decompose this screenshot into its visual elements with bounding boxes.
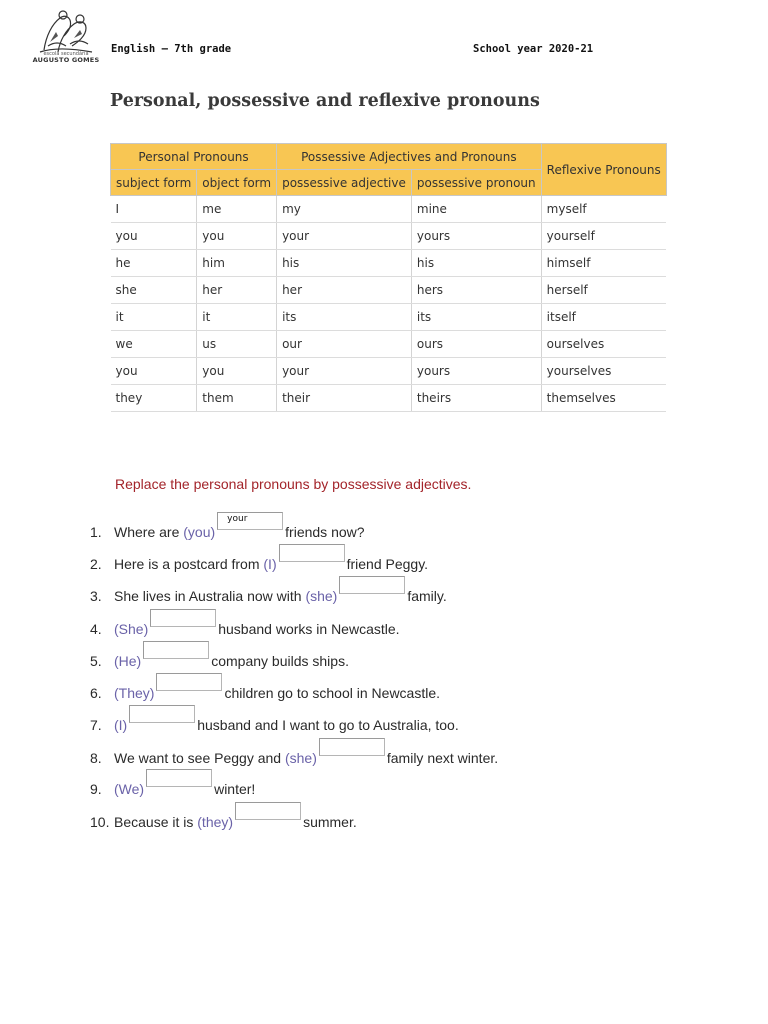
header-reflexive-pronouns: Reflexive Pronouns (541, 144, 666, 196)
exercise-text-before: We want to see Peggy and (114, 750, 282, 766)
exercise-text-after: children go to school in Newcastle. (224, 685, 441, 701)
exercise-text-before: Here is a postcard from (114, 556, 260, 572)
header-object-form: object form (197, 170, 277, 196)
table-cell: him (197, 250, 277, 277)
exercise-number: 4. (90, 621, 102, 637)
logo-caption (30, 52, 102, 64)
exercise-item-3 (90, 583, 447, 603)
table-cell: ours (411, 331, 541, 358)
table-row (111, 331, 667, 358)
exercise-number: 6. (90, 685, 102, 701)
exercise-pronoun: (She) (114, 621, 149, 637)
table-cell: we (111, 331, 197, 358)
exercise-text-after: summer. (303, 814, 357, 830)
page-title: Personal, possessive and reflexive pronouns (110, 91, 540, 111)
table-cell: myself (541, 196, 666, 223)
exercise-pronoun: (He) (114, 653, 142, 669)
answer-field[interactable] (339, 576, 405, 594)
table-cell: its (411, 304, 541, 331)
exercise-item-6 (90, 680, 440, 700)
course-label: English – 7th grade (111, 43, 232, 55)
answer-field[interactable] (146, 769, 212, 787)
answer-text: your (227, 514, 248, 524)
exercise-text-before: Where are (114, 524, 180, 540)
table-cell: his (411, 250, 541, 277)
exercise-number: 3. (90, 588, 102, 604)
exercise-number: 2. (90, 556, 102, 572)
exercise-number: 9. (90, 781, 102, 797)
exercise-text-after: winter! (214, 781, 256, 797)
answer-field[interactable] (235, 802, 301, 820)
table-cell: me (197, 196, 277, 223)
exercise-pronoun: (I) (263, 556, 277, 572)
table-cell: yourselves (541, 358, 666, 385)
table-cell: you (111, 358, 197, 385)
table-cell: herself (541, 277, 666, 304)
exercise-number: 7. (90, 717, 102, 733)
table-cell: our (277, 331, 412, 358)
exercise-pronoun: (We) (114, 781, 145, 797)
exercise-item-2 (90, 551, 428, 571)
exercise-text-before: Because it is (114, 814, 194, 830)
table-cell: I (111, 196, 197, 223)
logo-school-name: AUGUSTO GOMES (32, 56, 100, 64)
answer-field[interactable] (150, 609, 216, 627)
table-cell: yours (411, 358, 541, 385)
answer-field[interactable] (217, 512, 283, 530)
exercise-item-8 (90, 745, 498, 765)
exercise-text-after: friend Peggy. (346, 556, 429, 572)
table-cell: your (277, 223, 412, 250)
table-row (111, 223, 667, 250)
table-row (111, 250, 667, 277)
table-cell: his (277, 250, 412, 277)
table-row (111, 358, 667, 385)
exercise-text-after: family next winter. (386, 750, 499, 766)
table-cell: my (277, 196, 412, 223)
exercise-item-7 (90, 712, 459, 732)
table-cell: itself (541, 304, 666, 331)
header-personal-pronouns: Personal Pronouns (111, 144, 277, 170)
table-cell: theirs (411, 385, 541, 412)
exercise-item-1 (90, 514, 365, 540)
table-cell: they (111, 385, 197, 412)
pronoun-table (110, 143, 667, 412)
table-cell: yours (411, 223, 541, 250)
school-year-label: School year 2020-21 (473, 43, 594, 55)
table-cell: mine (411, 196, 541, 223)
exercise-item-4 (90, 616, 400, 636)
table-cell: themselves (541, 385, 666, 412)
exercise-pronoun: (They) (114, 685, 155, 701)
table-cell: himself (541, 250, 666, 277)
exercise-number: 10. (90, 814, 110, 830)
answer-field[interactable] (129, 705, 195, 723)
exercise-text-after: husband works in Newcastle. (218, 621, 400, 637)
exercise-text-after: friends now? (285, 524, 365, 540)
exercise-item-9 (90, 776, 255, 796)
table-row (111, 277, 667, 304)
exercise-instruction: Replace the personal pronouns by possessive adjectives. (115, 476, 472, 492)
exercise-pronoun: (she) (305, 588, 338, 604)
table-cell: you (197, 223, 277, 250)
table-cell: your (277, 358, 412, 385)
table-cell: you (197, 358, 277, 385)
answer-field[interactable] (279, 544, 345, 562)
exercise-item-10 (90, 809, 357, 829)
exercise-text-after: company builds ships. (211, 653, 349, 669)
table-cell: her (277, 277, 412, 304)
answer-field[interactable] (319, 738, 385, 756)
table-cell: you (111, 223, 197, 250)
exercise-item-5 (90, 648, 349, 668)
table-cell: he (111, 250, 197, 277)
exercise-number: 1. (90, 524, 102, 540)
exercise-pronoun: (she) (284, 750, 317, 766)
header-possessive: Possessive Adjectives and Pronouns (277, 144, 542, 170)
logo-small-text: escola secundária (43, 51, 89, 57)
table-cell: she (111, 277, 197, 304)
table-cell: her (197, 277, 277, 304)
table-cell: it (197, 304, 277, 331)
exercise-pronoun: (they) (197, 814, 234, 830)
header-possessive-adjective: possessive adjective (277, 170, 412, 196)
answer-field[interactable] (143, 641, 209, 659)
table-cell: ourselves (541, 331, 666, 358)
exercise-text-after: husband and I want to go to Australia, too. (197, 717, 459, 733)
table-cell: yourself (541, 223, 666, 250)
table-cell: them (197, 385, 277, 412)
table-row (111, 304, 667, 331)
table-cell: their (277, 385, 412, 412)
exercise-pronoun: (I) (114, 717, 128, 733)
table-row (111, 196, 667, 223)
table-cell: us (197, 331, 277, 358)
exercise-number: 8. (90, 750, 102, 766)
table-cell: it (111, 304, 197, 331)
exercise-text-before: She lives in Australia now with (114, 588, 302, 604)
table-cell: hers (411, 277, 541, 304)
table-row (111, 385, 667, 412)
header-possessive-pronoun: possessive pronoun (411, 170, 541, 196)
exercise-text-after: family. (407, 588, 447, 604)
answer-field[interactable] (156, 673, 222, 691)
exercise-pronoun: (you) (183, 524, 216, 540)
table-cell: its (277, 304, 412, 331)
exercise-number: 5. (90, 653, 102, 669)
header-subject-form: subject form (111, 170, 197, 196)
